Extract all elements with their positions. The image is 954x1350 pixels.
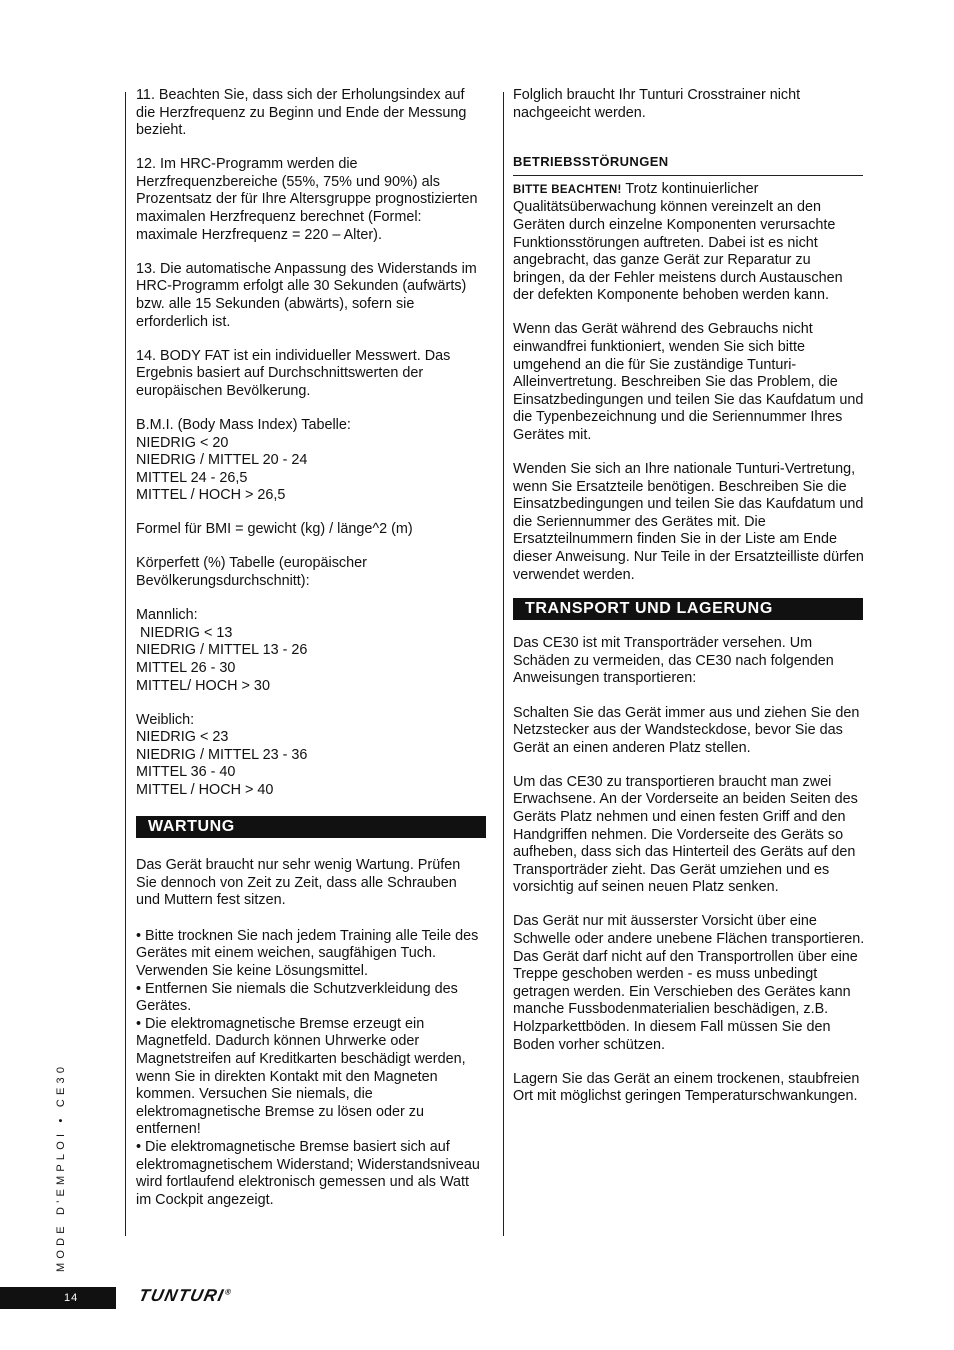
stoerungen-para-2: Wenn das Gerät während des Gebrauchs nicht einwandfrei funktioniert, wenden Sie sich bitte umgehend an die für Sie zuständige Tunturi-Alleinvertretung. Beschreiben Sie das Problem, die Einsatzbedingungen und teilen Sie das Kaufdatum und die Typenbezeichnung und die Seriennummer Ihres Gerätes mit. (513, 321, 864, 443)
transport-para-2: Schalten Sie das Gerät immer aus und ziehen Sie den Netzstecker aus der Wandsteckdose, bevor Sie das Gerät an einen anderen Platz stellen. (513, 704, 860, 756)
bmi-table-title: B.M.I. (Body Mass Index) Tabelle: (136, 416, 351, 433)
transport-para-1: Das CE30 ist mit Transporträder versehen. Um Schäden zu vermeiden, das CE30 nach folgenden Anweisungen transportieren: (513, 635, 834, 687)
column-divider-rule (503, 92, 504, 1236)
left-column (136, 87, 481, 1209)
bullet-text: Bitte trocknen Sie nach jedem Training alle Teile des Gerätes mit einem weichen, saugfähigen Tuch. Verwenden Sie keine Lösungsmittel. (136, 927, 479, 980)
female-table (136, 712, 481, 800)
bullet-symbol: • (136, 1139, 142, 1155)
calibration-note: Folglich braucht Ihr Tunturi Crosstrainer nicht nachgeeicht werden. (513, 87, 801, 121)
stoerungen-note (513, 181, 865, 305)
male-row: NIEDRIG / MITTEL 13 - 26 (136, 642, 308, 659)
bullet-text: Die elektromagnetische Bremse basiert sich auf elektromagnetischem Widerstand; Widerstandsniveau wird fortlaufend elektronisch gemessen und als Watt im Cockpit angezeigt. (136, 1139, 480, 1208)
male-row: MITTEL/ HOCH > 30 (136, 677, 270, 694)
footer-bar (0, 1287, 116, 1309)
note-11: 11. Beachten Sie, dass sich der Erholungsindex auf die Herzfrequenz zu Beginn und Ende der Messung bezieht. (136, 87, 467, 139)
female-row: MITTEL 36 - 40 (136, 764, 236, 781)
wartung-heading: WARTUNG (136, 816, 486, 838)
bmi-table (136, 417, 481, 505)
transport-para-4: Das Gerät nur mit äusserster Vorsicht über eine Schwelle oder andere unebene Flächen transportieren. Das Gerät darf nicht auf den Transportrollen über eine Treppe geschoben werden - es muss unbedingt getragen werden. Ein Verschieben des Gerätes kann manche Fussbodenmaterialien beschädigen, z.B. Holzparkettböden. In diesem Fall müssen Sie den Boden vorher schützen. (513, 913, 865, 1053)
note-13: 13. Die automatische Anpassung des Widerstands im HRC-Programm erfolgt alle 30 Sekunden (aufwärts) bzw. alle 15 Sekunden (abwärts), sofern sie erforderlich ist. (136, 260, 477, 330)
maintenance-bullet (136, 1016, 481, 1139)
bmi-row: NIEDRIG / MITTEL 20 - 24 (136, 452, 308, 469)
left-margin-rule (125, 92, 126, 1236)
transport-para-3: Um das CE30 zu transportieren braucht man zwei Erwachsene. An der Vorderseite an beiden Seiten des Geräts Platz nehmen und einen festen Griff and den Handgriffen nehmen. Die Vorderseite des Geräts so aufheben, dass sich das Hinterteil des Geräts auf den Transporträder zieht. Das Gerät umziehen und es vorsichtig auf seinen neuen Platz senken. (513, 773, 858, 896)
bullet-text: Die elektromagnetische Bremse erzeugt ein Magnetfeld. Dadurch können Uhrwerke oder Magnetstreifen auf Kreditkarten beschädigt werden, wenn Sie in direkten Kontakt mit den Magneten kommen. Versuchen Sie niemals, die elektromagnetische Bremse zu lösen oder zu entfernen! (136, 1015, 466, 1138)
bullet-text: Entfernen Sie niemals die Schutzverkleidung des Gerätes. (136, 980, 458, 1015)
transport-heading: TRANSPORT UND LAGERUNG (513, 598, 863, 620)
note-label: BITTE BEACHTEN! (513, 183, 622, 196)
male-row: NIEDRIG < 13 (136, 624, 233, 641)
side-label: MODE D'EMPLOI • CE30 (55, 1062, 67, 1272)
wartung-intro: Das Gerät braucht nur sehr wenig Wartung. Prüfen Sie dennoch von Zeit zu Zeit, dass alle Schrauben und Muttern fest sitzen. (136, 857, 461, 909)
male-table-title: Mannlich: (136, 607, 198, 624)
bmi-row: NIEDRIG < 20 (136, 434, 229, 451)
registered-mark: ® (224, 1287, 234, 1297)
bodyfat-title-line: Körperfett (%) Tabelle (europäischer (136, 555, 367, 572)
male-table (136, 607, 481, 695)
female-row: MITTEL / HOCH > 40 (136, 782, 274, 798)
tunturi-logo (137, 1286, 234, 1306)
maintenance-bullet (136, 981, 481, 1016)
bullet-symbol: • (136, 927, 142, 944)
maintenance-bullet (136, 928, 481, 981)
bmi-row: MITTEL / HOCH > 26,5 (136, 487, 286, 504)
stoerungen-para-3: Wenden Sie sich an Ihre nationale Tunturi-Vertretung, wenn Sie Ersatzteile benötigen. Beschreiben Sie die Einsatzbedingungen und teilen Sie das Kaufdatum und die Seriennummer des Gerätes mit. Die Ersatzteilnummern finden Sie in der Liste am Ende dieser Anweisung. Nur Teile in der Ersatzteilliste dürfen verwendet werden. (513, 461, 864, 583)
bmi-row: MITTEL 24 - 26,5 (136, 469, 248, 486)
maintenance-bullet (136, 1139, 481, 1209)
page-number: 14 (64, 1292, 79, 1304)
transport-para-5: Lagern Sie das Gerät an einem trockenen, staubfreien Ort mit möglichst geringen Temperaturschwankungen. (513, 1070, 860, 1105)
bullet-symbol: • (136, 980, 142, 997)
bmi-formula: Formel für BMI = gewicht (kg) / länge^2 (m) (136, 521, 413, 538)
stoerungen-heading-rule (513, 175, 863, 176)
female-table-title: Weiblich: (136, 711, 195, 728)
bodyfat-title (136, 555, 481, 590)
bullet-symbol: • (136, 1015, 142, 1032)
note-text: Trotz kontinuierlicher Qualitätsüberwachung können vereinzelt an den Geräten durch einzelne Komponenten verursachte Funktionsstörungen auftreten. Dabei ist es nicht angebracht, das ganze Gerät zur Reparatur zu bringen, da der Fehler meistens durch Austauschen der defekten Komponente behoben werden kann. (513, 180, 843, 304)
right-column (513, 87, 865, 1122)
logo-text: TUNTURI (137, 1286, 227, 1305)
bodyfat-title-line: Bevölkerungsdurchschnitt): (136, 573, 310, 590)
female-row: NIEDRIG / MITTEL 23 - 36 (136, 746, 308, 763)
female-row: NIEDRIG < 23 (136, 729, 229, 746)
note-14: 14. BODY FAT ist ein individueller Messwert. Das Ergebnis basiert auf Durchschnittswerten der europäischen Bevölkerung. (136, 347, 451, 399)
stoerungen-heading: BETRIEBSSTÖRUNGEN (513, 154, 669, 170)
male-row: MITTEL 26 - 30 (136, 659, 236, 676)
note-12: 12. Im HRC-Programm werden die Herzfrequenzbereiche (55%, 75% und 90%) als Prozentsatz der für Ihre Altersgruppe prognostizierten maximalen Herzfrequenz berechnet (Formel: maximale Herzfrequenz = 220 – Alter). (136, 156, 478, 243)
